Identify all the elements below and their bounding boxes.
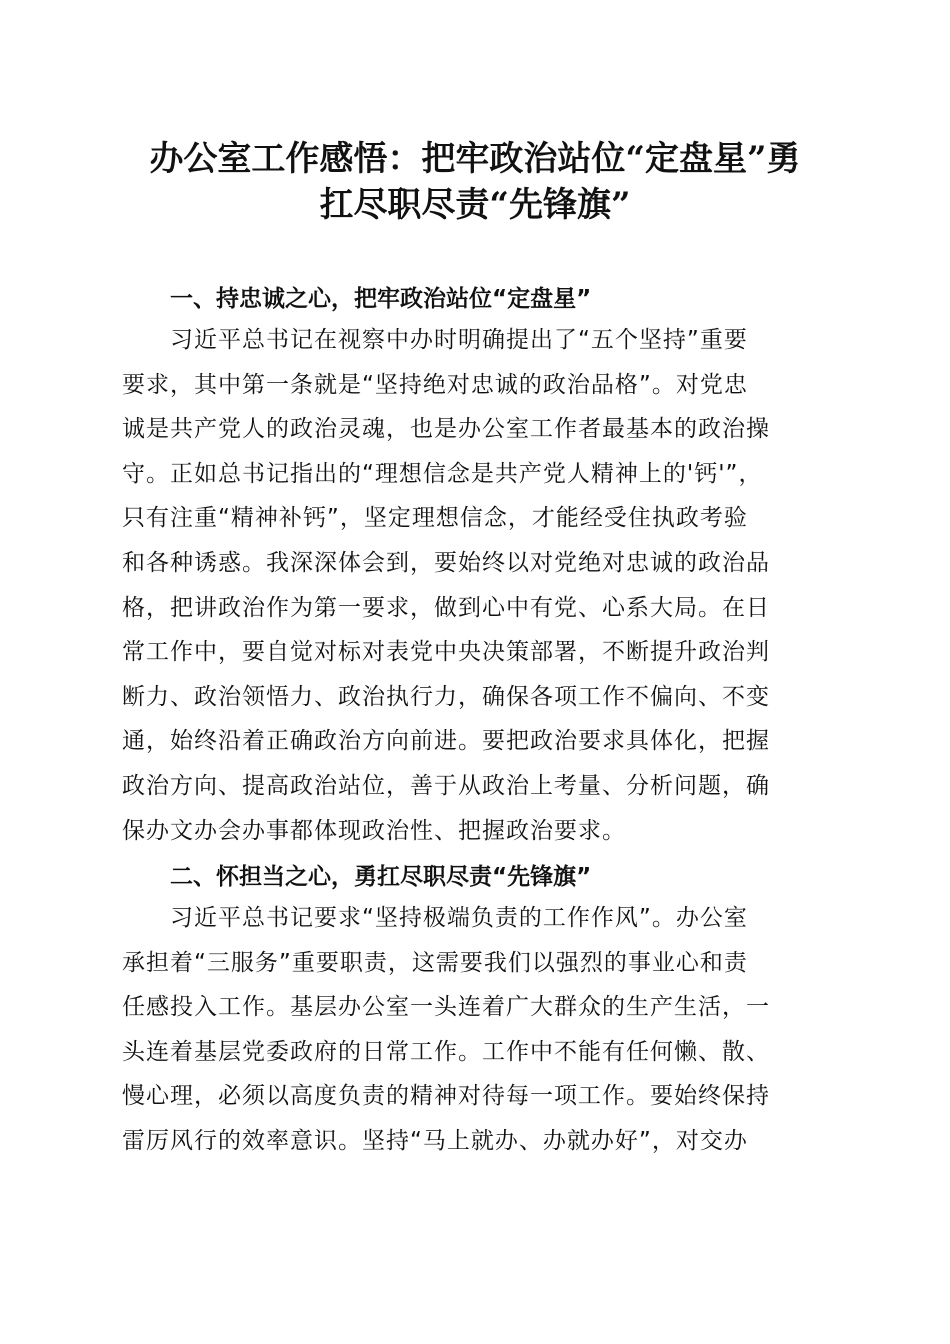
text-line: 习近平总书记在视察中办时明确提出了“五个坚持”重要 — [122, 327, 748, 353]
title-line: 扛尽职尽责“先锋旗” — [319, 185, 631, 225]
text-line: 和各种诱惑。我深深体会到，要始终以对党绝对忠诚的政治品 — [122, 549, 770, 576]
text-line: 守。正如总书记指出的“理想信念是共产党人精神上的'钙'”， — [122, 460, 763, 487]
text-line: 承担着“三服务”重要职责，这需要我们以强烈的事业心和责 — [122, 949, 748, 976]
text-line: 断力、政治领悟力、政治执行力，确保各项工作不偏向、不变 — [122, 683, 770, 710]
text-line: 头连着基层党委政府的日常工作。工作中不能有任何懒、散、 — [122, 1038, 770, 1065]
section-1-body — [122, 318, 832, 853]
text-line: 保办文办会办事都体现政治性、把握政治要求。 — [122, 817, 626, 844]
text-line: 要求，其中第一条就是“坚持绝对忠诚的政治品格”。对党忠 — [122, 371, 748, 398]
text-line: 常工作中，要自觉对标对表党中央决策部署，不断提升政治判 — [122, 639, 770, 666]
text-line: 只有注重“精神补钙”，坚定理想信念，才能经受住执政考验 — [122, 505, 748, 532]
text-line: 雷厉风行的效率意识。坚持“马上就办、办就办好”，对交办 — [122, 1127, 748, 1154]
text-line: 慢心理，必须以高度负责的精神对待每一项工作。要始终保持 — [122, 1083, 770, 1110]
section-2-body — [122, 896, 832, 1164]
text-line: 习近平总书记要求“坚持极端负责的工作作风”。办公室 — [122, 905, 748, 931]
text-line: 格，把讲政治作为第一要求，做到心中有党、心系大局。在日 — [122, 594, 770, 621]
title-line: 办公室工作感悟：把牢政治站位“定盘星”勇 — [149, 139, 801, 179]
document-title — [100, 136, 850, 228]
text-line: 诚是共产党人的政治灵魂，也是办公室工作者最基本的政治操 — [122, 416, 770, 443]
section-heading-2: 二、怀担当之心，勇扛尽职尽责“先锋旗” — [170, 864, 592, 890]
text-line: 通，始终沿着正确政治方向前进。要把政治要求具体化，把握 — [122, 728, 770, 755]
text-line: 政治方向、提高政治站位，善于从政治上考量、分析问题，确 — [122, 772, 770, 799]
section-heading-1: 一、持忠诚之心，把牢政治站位“定盘星” — [170, 286, 592, 312]
text-line: 任感投入工作。基层办公室一头连着广大群众的生产生活，一 — [122, 994, 770, 1021]
